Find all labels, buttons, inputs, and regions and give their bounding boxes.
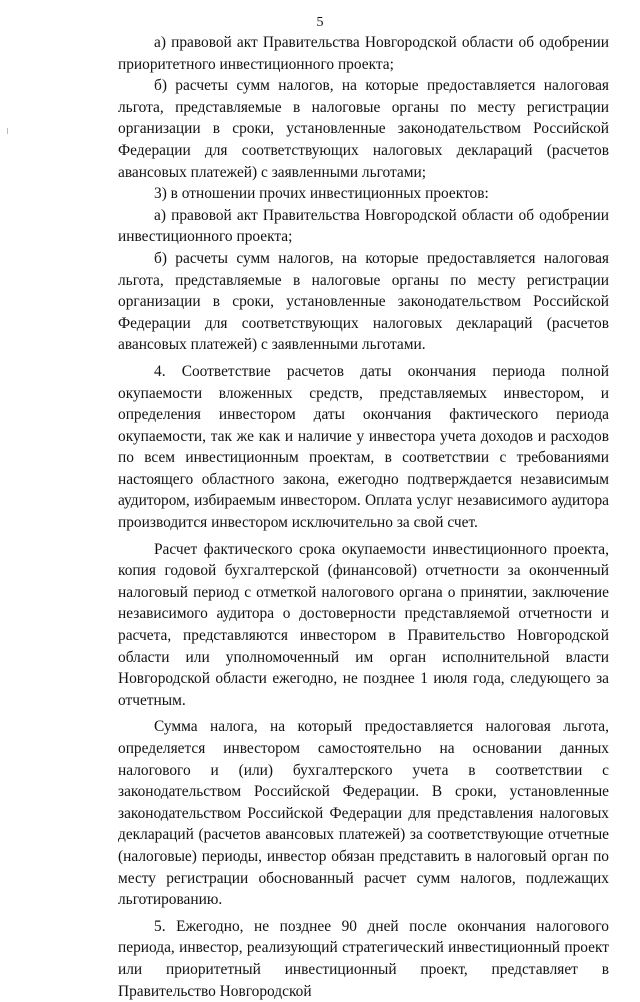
page-number: 5 bbox=[316, 15, 324, 30]
paragraph-3b: б) расчеты сумм налогов, на которые предоставляется налоговая льгота, представляемые в налоговые органы по месту регистрации организации в сроки, установленные законодательством Российской Федерации для соответствующих налоговых деклараций (расчетов авансовых платежей) с заявленными льготами. bbox=[118, 249, 609, 354]
paragraph-2b: б) расчеты сумм налогов, на которые предоставляется налоговая льгота, представляемые в налоговые органы по месту регистрации организации в сроки, установленные законодательством Российской Федерации для соответствующих налоговых деклараций (расчетов авансовых платежей) с заявленными льготами; bbox=[118, 77, 609, 181]
paragraph-3: 3) в отношении прочих инвестиционных проектов: bbox=[154, 185, 489, 203]
paragraph-4-tax-amount: Сумма налога, на который предоставляется налоговая льгота, определяется инвестором самостоятельно на основании данных налогового и (или) бухгалтерского учета в соответствии с законодательством Российской Федерации. В сроки, установленные законодательством Российской Федерации для представления налоговых деклараций (расчетов авансовых платежей) за соответствующие отчетные (налоговые) периоды, инвестор обязан представить в налоговый орган по месту регистрации обоснованный расчет сумм налогов, подлежащих льготированию. bbox=[118, 718, 609, 909]
paragraph-3a: а) правовой акт Правительства Новгородской области об одобрении инвестиционного проекта; bbox=[118, 206, 609, 246]
paragraph-5: 5. Ежегодно, не позднее 90 дней после окончания налогового периода, инвестор, реализующий стратегический инвестиционный проект или приоритетный инвестиционный проект, представляет в Правительство Новгородской bbox=[118, 917, 609, 1000]
paragraph-4: 4. Соответствие расчетов даты окончания периода полной окупаемости вложенных средств, представляемых инвестором, и определения инвестором даты окончания фактического периода окупаемости, так же как и наличие у инвестора учета доходов и расходов по всем инвестиционным проектам, в соответствии с требованиями настоящего областного закона, ежегодно подтверждается независимым аудитором, избираемым инвестором. Оплата услуг независимого аудитора производится инвестором исключительно за свой счет. bbox=[118, 362, 609, 532]
scan-margin-mark bbox=[7, 128, 8, 134]
document-body bbox=[118, 32, 609, 1002]
paragraph-4-audit-docs: Расчет фактического срока окупаемости инвестиционного проекта, копия годовой бухгалтерской (финансовой) отчетности за оконченный налоговый период с отметкой налогового органа о принятии, заключение независимого аудитора о достоверности представляемой отчетности и расчета, представляются инвестором в Правительство Новгородской области или уполномоченный им орган исполнительной власти Новгородской области ежегодно, не позднее 1 июля года, следующего за отчетным. bbox=[118, 540, 609, 709]
paragraph-2a: а) правовой акт Правительства Новгородской области об одобрении приоритетного инвестиционного проекта; bbox=[118, 34, 609, 73]
